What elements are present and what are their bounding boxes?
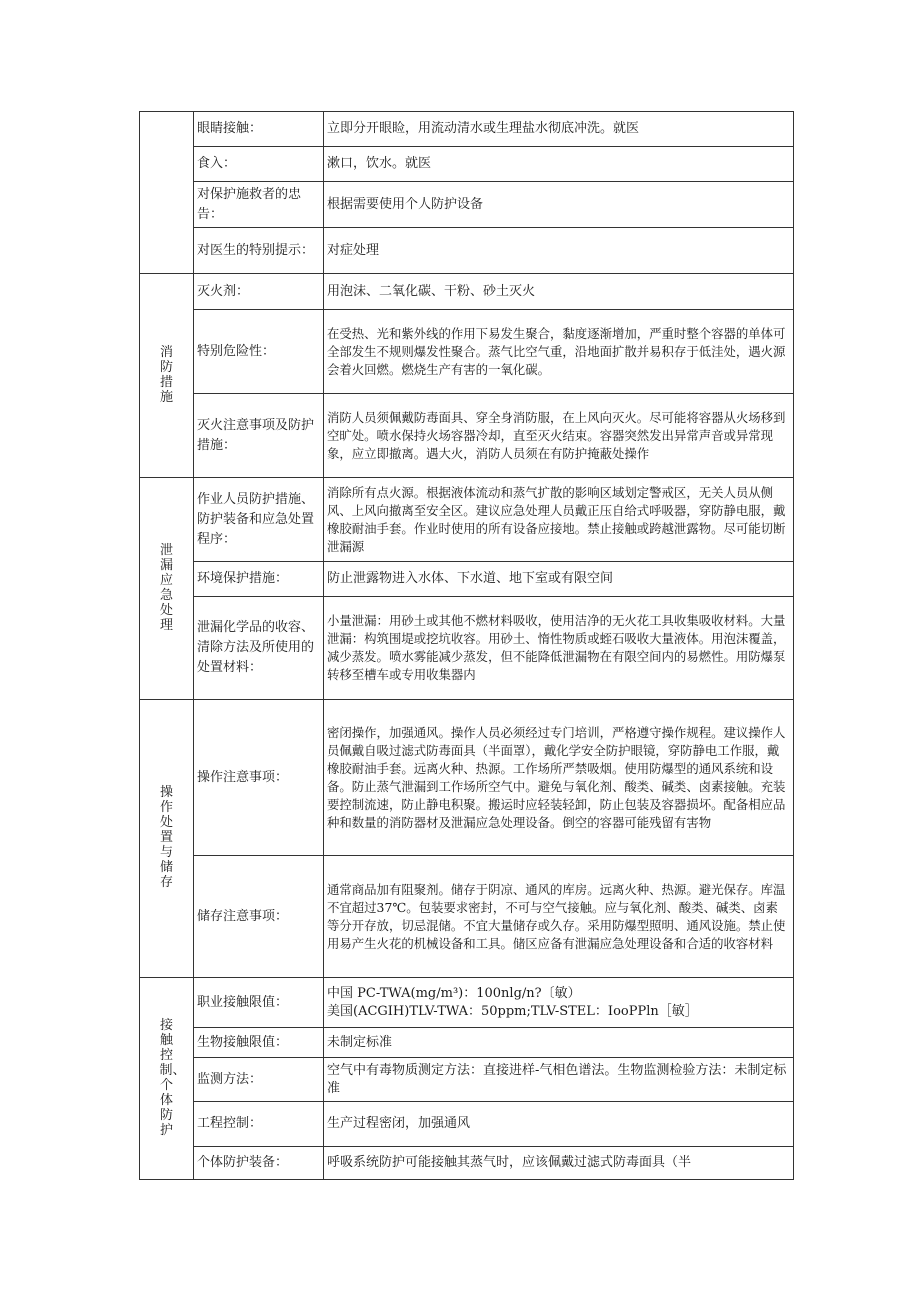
field-value: 根据需要使用个人防护设备 [324, 182, 794, 228]
field-label: 个体防护装备： [194, 1147, 324, 1180]
field-value: 通常商品加有阻聚剂。储存于阴凉、通风的库房。远离火种、热源。避光保存。库温不宜超过37℃。包装要求密封，不可与空气接触。应与氧化剂、酸类、碱类、卤素等分开存放，切忌混储。不宜大量储存或久存。采用防爆型照明、通风设施。禁止使用易产生火花的机械设备和工具。储区应备有泄漏应急处理设备和合适的收容材料 [324, 856, 794, 978]
table-row [140, 228, 794, 274]
field-label: 职业接触限值： [194, 978, 324, 1028]
table-row [140, 310, 794, 394]
table-row [140, 1147, 794, 1180]
table-row [140, 394, 794, 478]
field-value: 生产过程密闭，加强通风 [324, 1102, 794, 1147]
table-row [140, 147, 794, 182]
table-row [140, 700, 794, 856]
category-first-aid [140, 112, 194, 274]
field-label: 眼睛接触： [194, 112, 324, 147]
table-row [140, 856, 794, 978]
field-label: 生物接触限值： [194, 1028, 324, 1058]
field-label: 食入： [194, 147, 324, 182]
field-value: 对症处理 [324, 228, 794, 274]
category-label: 泄漏应急处理 [159, 542, 173, 633]
field-value [324, 978, 794, 1028]
field-value: 立即分开眼睑，用流动清水或生理盐水彻底冲洗。就医 [324, 112, 794, 147]
field-value: 未制定标准 [324, 1028, 794, 1058]
field-label: 灭火剂： [194, 274, 324, 310]
category-label: 操作处置与储存 [159, 785, 173, 890]
field-label: 操作注意事项： [194, 700, 324, 856]
field-value: 在受热、光和紫外线的作用下易发生聚合，黏度逐渐增加，严重时整个容器的单体可全部发生不规则爆发性聚合。蒸气比空气重，沿地面扩散并易积存于低洼处，遇火源会着火回燃。燃烧生产有害的一氧化碳。 [324, 310, 794, 394]
field-value: 消防人员须佩戴防毒面具、穿全身消防服，在上风向灭火。尽可能将容器从火场移到空旷处。喷水保持火场容器冷却，直至灭火结束。容器突然发出异常声音或异常现象，应立即撤离。遇大火，消防人员须在有防护掩蔽处操作 [324, 394, 794, 478]
table-row [140, 978, 794, 1028]
exposure-limit-usa: 美国(ACGIH)TLV-TWA：50ppm;TLV-STEL：IooPPln［敏］ [327, 1003, 698, 1019]
table-row [140, 1102, 794, 1147]
field-label: 泄漏化学品的收容、清除方法及所使用的处置材料： [194, 597, 324, 700]
field-value: 空气中有毒物质测定方法：直接进样-气相色谱法。生物监测检验方法：未制定标准 [324, 1058, 794, 1102]
field-label: 对医生的特别提示： [194, 228, 324, 274]
field-label: 环境保护措施： [194, 562, 324, 597]
field-value: 用泡沫、二氧化碳、干粉、砂土灭火 [324, 274, 794, 310]
field-label: 对保护施救者的忠告： [194, 182, 324, 228]
msds-table [139, 111, 794, 1180]
category-spill [140, 478, 194, 700]
category-label: 接触控制、个体防护 [159, 1017, 186, 1138]
field-value: 小量泄漏：用砂土或其他不燃材料吸收，使用洁净的无火花工具收集吸收材料。大量泄漏：构筑围堤或挖坑收容。用砂土、惰性物质或蛭石吸收大量液体。用泡沫覆盖，减少蒸发。喷水雾能减少蒸发，但不能降低泄漏物在有限空间内的易燃性。用防爆泵转移至槽车或专用收集器内 [324, 597, 794, 700]
table-row [140, 1028, 794, 1058]
table-row [140, 478, 794, 562]
table-row [140, 274, 794, 310]
category-label: 消防措施 [159, 344, 173, 405]
field-label: 作业人员防护措施、防护装备和应急处置程序： [194, 478, 324, 562]
field-value: 呼吸系统防护可能接触其蒸气时，应该佩戴过滤式防毒面具（半 [324, 1147, 794, 1180]
table-row [140, 182, 794, 228]
table-row [140, 562, 794, 597]
category-handling [140, 700, 194, 978]
category-exposure [140, 978, 194, 1180]
field-label: 工程控制： [194, 1102, 324, 1147]
table-row [140, 597, 794, 700]
field-label: 监测方法： [194, 1058, 324, 1102]
exposure-limit-china: 中国 PC-TWA(mg/m³)：100nlg/n?〔敏） [327, 985, 581, 1001]
field-value: 密闭操作，加强通风。操作人员必须经过专门培训，严格遵守操作规程。建议操作人员佩戴自吸过滤式防毒面具（半面罩），戴化学安全防护眼镜，穿防静电工作服，戴橡胶耐油手套。远离火种、热源。工作场所严禁吸烟。使用防爆型的通风系统和设备。防止蒸气泄漏到工作场所空气中。避免与氧化剂、酸类、碱类、卤素接触。充装要控制流速，防止静电积聚。搬运时应轻装轻卸，防止包装及容器损坏。配备相应品种和数量的消防器材及泄漏应急处理设备。倒空的容器可能残留有害物 [324, 700, 794, 856]
table-row [140, 1058, 794, 1102]
field-label: 储存注意事项： [194, 856, 324, 978]
field-value: 消除所有点火源。根据液体流动和蒸气扩散的影响区域划定警戒区，无关人员从侧风、上风向撤离至安全区。建议应急处理人员戴正压自给式呼吸器，穿防静电服，戴橡胶耐油手套。作业时使用的所有设备应接地。禁止接触或跨越泄露物。尽可能切断泄漏源 [324, 478, 794, 562]
field-label: 灭火注意事项及防护措施： [194, 394, 324, 478]
field-label: 特别危险性： [194, 310, 324, 394]
category-fire [140, 274, 194, 478]
field-value: 漱口，饮水。就医 [324, 147, 794, 182]
table-row [140, 112, 794, 147]
field-value: 防止泄露物进入水体、下水道、地下室或有限空间 [324, 562, 794, 597]
